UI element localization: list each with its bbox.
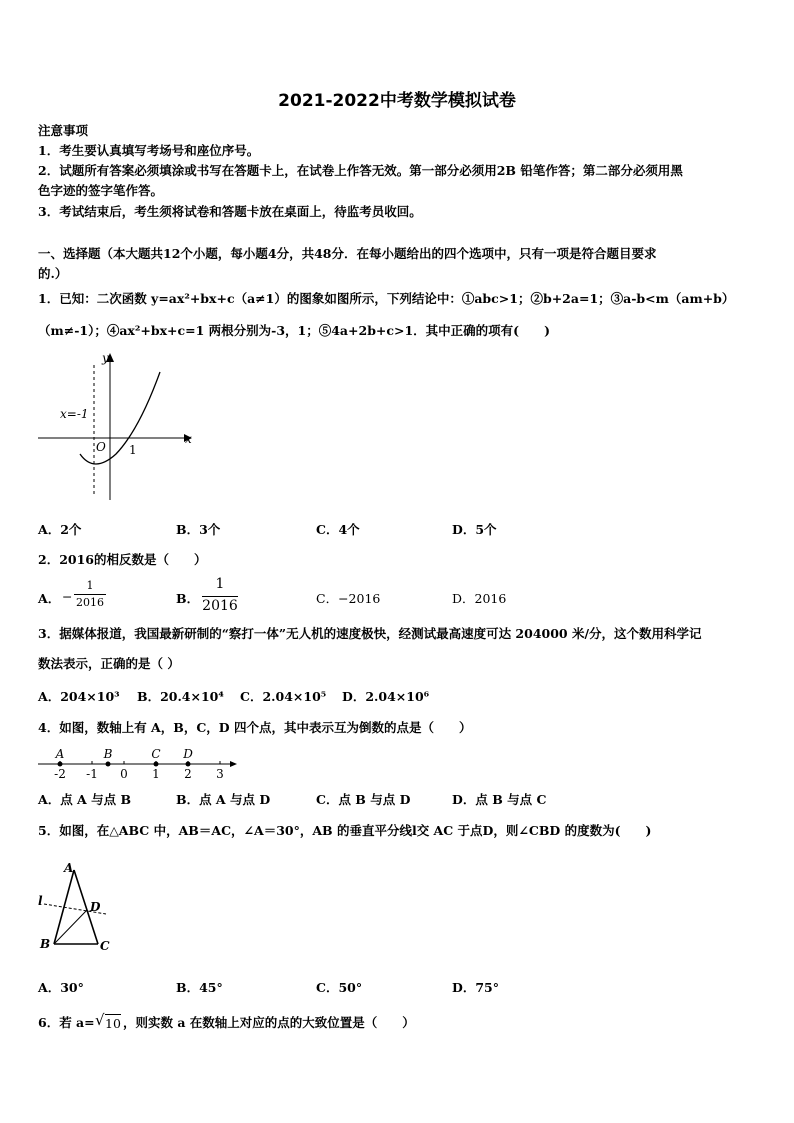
q5-option-c: C．50°: [316, 980, 363, 995]
q6-stem-before: 6．若 a=: [38, 1015, 95, 1030]
x-label: x: [185, 432, 192, 446]
q1-option-b: B．3个: [176, 522, 221, 537]
q2-option-b-denominator: 2016: [202, 598, 238, 614]
parabola: [80, 372, 160, 464]
q1-option-d: D．5个: [452, 522, 497, 537]
point-a-dot: [58, 762, 63, 767]
q5-option-d: D．75°: [452, 980, 499, 995]
origin-label: O: [96, 440, 106, 454]
sqrt-icon: √: [95, 1011, 105, 1029]
q6-stem-after: ，则实数 a 在数轴上对应的点的大致位置是（ ）: [123, 1015, 415, 1030]
q4-number-line: [34, 742, 244, 782]
point-c-dot: [154, 762, 159, 767]
point-d-label: D: [183, 747, 193, 761]
q2-option-a-fraction-bar: [74, 594, 106, 595]
q1-stem: 1．已知：二次函数 y=ax²+bx+c（a≠1）的图象如图所示，下列结论中：①abc>1；②b+2a=1；③a-b<m（am+b）: [38, 291, 735, 306]
note-2: 2．试题所有答案必须填涂或书写在答题卡上，在试卷上作答无效。第一部分必须用2B 铅笔作答；第二部分必须用黑: [38, 163, 683, 178]
q2-option-d: D．2016: [452, 591, 507, 606]
y-label: y: [102, 351, 109, 365]
q3-option-a: A．204×10³: [38, 689, 120, 704]
q2-option-c: C．−2016: [316, 591, 381, 606]
tick-label: 2: [184, 767, 192, 781]
q3-option-c: C．2.04×10⁵: [240, 689, 327, 704]
symmetry-label: x=-1: [60, 407, 89, 421]
q4-option-b: B．点 A 与点 D: [176, 792, 271, 807]
note-1: 1．考生要认真填写考场号和座位序号。: [38, 143, 260, 158]
tick-label: -2: [54, 767, 66, 781]
q2-option-a-sign: −: [62, 589, 73, 604]
notes-heading: 注意事项: [38, 123, 89, 138]
tick-label: 0: [120, 767, 128, 781]
tick-label: 3: [216, 767, 224, 781]
q2-option-a-label: A．: [38, 591, 61, 606]
page-title: 2021-2022中考数学模拟试卷: [278, 91, 516, 111]
q6-radicand: 10: [105, 1016, 121, 1031]
vertex-b-label: B: [40, 937, 51, 951]
vertex-a-label: A: [64, 861, 74, 875]
q2-option-a-numerator: 1: [86, 579, 94, 592]
point-a-label: A: [55, 747, 65, 761]
point-b-label: B: [103, 747, 113, 761]
number-line-arrow-icon: [230, 761, 237, 767]
note-2-cont: 色字迹的签字笔作答。: [38, 183, 164, 198]
q3-option-d: D．2.04×10⁶: [342, 689, 430, 704]
q5-triangle-figure: [34, 858, 124, 958]
section-heading: 一、选择题（本大题共12个小题，每小题4分，共48分．在每小题给出的四个选项中，只有一项是符合题目要求: [38, 246, 657, 261]
q4-option-d: D．点 B 与点 C: [452, 792, 547, 807]
q1-option-a: A．2个: [38, 522, 82, 537]
section-heading-cont: 的.）: [38, 266, 68, 281]
point-b-dot: [106, 762, 111, 767]
q1-parabola-graph: [34, 350, 196, 505]
q1-option-c: C．4个: [316, 522, 360, 537]
q3-option-b: B．20.4×10⁴: [137, 689, 224, 704]
q2-option-b-numerator: 1: [215, 576, 225, 592]
q4-option-c: C．点 B 与点 D: [316, 792, 411, 807]
q5-option-a: A．30°: [38, 980, 84, 995]
point-d-dot: [186, 762, 191, 767]
vertex-c-label: C: [100, 939, 110, 953]
note-3: 3．考试结束后，考生须将试卷和答题卡放在桌面上，待监考员收回。: [38, 204, 422, 219]
q4-stem: 4．如图，数轴上有 A，B，C，D 四个点，其中表示互为倒数的点是（ ）: [38, 720, 472, 735]
q2-option-b-fraction-bar: [202, 596, 238, 597]
q1-stem-cont: （m≠-1）；④ax²+bx+c=1 两根分别为-3，1；⑤4a+2b+c>1．其中正确的项有( ): [38, 323, 551, 338]
line-l-label: l: [38, 894, 43, 908]
q2-option-b-label: B．: [176, 591, 200, 606]
q3-stem-cont: 数法表示，正确的是（ ）: [38, 656, 180, 671]
q3-stem: 3．据媒体报道，我国最新研制的“察打一体”无人机的速度极快，经测试最高速度可达 204000 米/分，这个数用科学记: [38, 626, 702, 641]
point-c-label: C: [151, 747, 161, 761]
one-label: 1: [129, 443, 137, 457]
q4-option-a: A．点 A 与点 B: [38, 792, 132, 807]
tick-label: 1: [152, 767, 160, 781]
q2-stem: 2．2016的相反数是（ ）: [38, 552, 207, 567]
q2-option-a-denominator: 2016: [76, 596, 104, 609]
q5-option-b: B．45°: [176, 980, 223, 995]
tick-label: -1: [86, 767, 98, 781]
q5-stem: 5．如图，在△ABC 中，AB＝AC，∠A＝30°，AB 的垂直平分线l交 AC 于点D，则∠CBD 的度数为( ): [38, 823, 652, 838]
point-d-label: D: [90, 900, 101, 914]
